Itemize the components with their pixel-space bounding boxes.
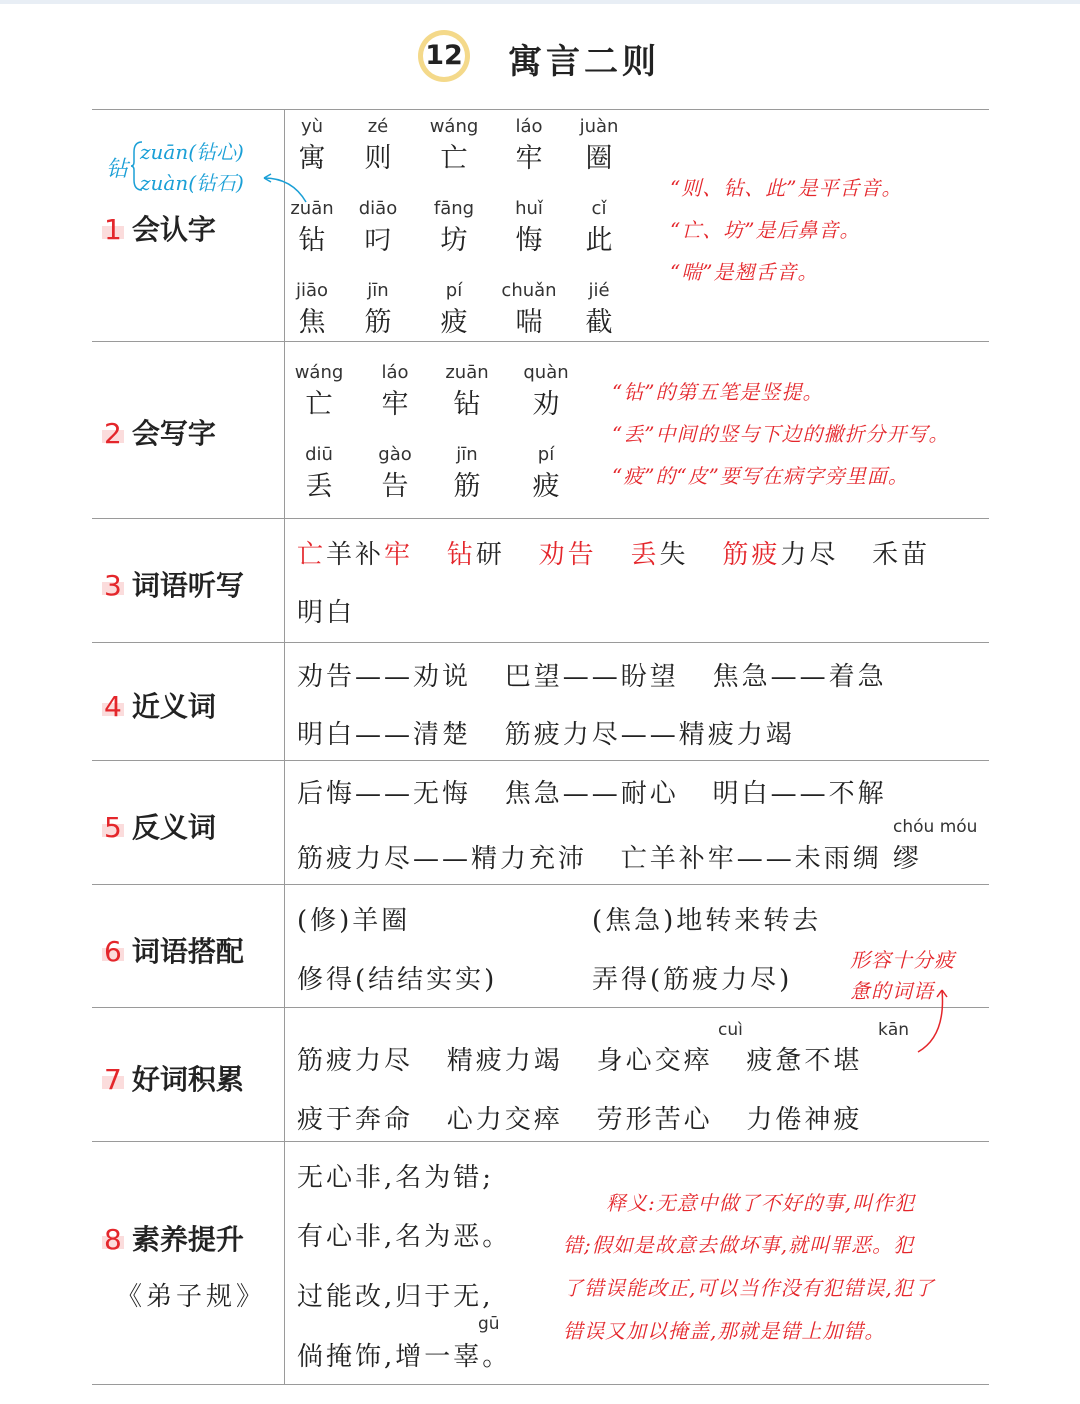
good-words-line-1: 筋疲力尽 精疲力竭 身心交瘁 疲惫不堪 [297,1046,863,1076]
quote-line-4: 倘掩饰,增一辜。 [297,1342,512,1372]
write-character: 劝 [532,389,560,420]
explanation-line-2: 错;假如是故意去做坏事,就叫罪恶。犯 [563,1233,915,1257]
write-pinyin: quàn [523,362,569,383]
polyphone-char: 钻 [106,157,129,182]
recognize-pinyin: zé [367,116,389,137]
synonyms-line-2: 明白——清楚 筋疲力尽——精疲力竭 [297,720,795,750]
recognize-pinyin: wáng [429,116,479,137]
recognize-pinyin: huǐ [515,198,543,219]
write-character: 疲 [532,471,560,502]
section-label-5: 5 反义词 [104,811,216,844]
write-pinyin: pí [537,444,555,465]
recognize-character: 圈 [585,143,613,174]
collocation-d: 弄得(筋疲力尽) [592,965,793,995]
good-words-pinyin-cui: cuì [718,1020,743,1040]
recognize-character: 悔 [515,225,543,256]
recognize-character: 则 [364,143,392,174]
write-pinyin: diū [305,444,333,465]
lesson-number-badge [418,30,470,82]
recognize-character: 疲 [440,307,468,338]
recognize-note-2: “亡、坊”是后鼻音。 [670,218,861,242]
good-words-line-2: 疲于奔命 心力交瘁 劳形苦心 力倦神疲 [297,1105,863,1135]
recognize-character: 坊 [440,225,468,256]
polyphone-reading-1: zuān(钻心) [140,140,244,164]
row-divider [92,1141,989,1142]
top-bar [0,0,1080,4]
recognize-pinyin: chuǎn [501,280,557,301]
write-character: 丢 [305,471,333,502]
recognize-pinyin: diāo [358,198,398,219]
section-label-7: 7 好词积累 [104,1063,244,1096]
write-pinyin: gào [378,444,412,465]
write-note-2: “丢”中间的竖与下边的撇折分开写。 [612,422,950,446]
table-border-bottom [92,1384,989,1385]
polyphone-reading-2: zuàn(钻石) [140,171,244,195]
row-divider [92,642,989,643]
write-character: 钻 [453,389,481,420]
write-pinyin: zuān [445,362,489,383]
write-note-1: “钻”的第五笔是竖提。 [612,380,824,404]
recognize-character: 叼 [364,225,392,256]
explanation-line-1: 释义:无意中做了不好的事,叫作犯 [606,1191,916,1215]
synonyms-line-1: 劝告——劝说 巴望——盼望 焦急——着急 [297,662,887,692]
recognize-character: 亡 [440,143,468,174]
write-note-3: “疲”的“皮”要写在病字旁里面。 [612,464,909,488]
row-divider [92,760,989,761]
recognize-character: 筋 [364,307,392,338]
section-label-8: 8 素养提升 [104,1223,244,1256]
write-pinyin: wáng [294,362,344,383]
explanation-line-3: 了错误能改正,可以当作没有犯错误,犯了 [563,1276,935,1300]
write-pinyin: jīn [456,444,478,465]
write-character: 筋 [453,471,481,502]
collocation-b: (焦急)地转来转去 [592,906,822,936]
collocation-c: 修得(结结实实) [297,965,498,995]
quote-line-3: 过能改,归于无, [297,1282,494,1312]
recognize-character: 牢 [515,143,543,174]
recognize-pinyin: cǐ [591,198,607,219]
recognize-character: 截 [585,307,613,338]
dictation-line-1: 亡羊补牢 钻研 劝告 丢失 筋疲力尽 禾苗 [297,540,931,570]
recognize-note-1: “则、钻、此”是平舌音。 [670,176,903,200]
quote-line-1: 无心非,名为错; [297,1163,495,1193]
collocation-arrow [912,984,952,1056]
write-pinyin: láo [381,362,409,383]
antonyms-line-1: 后悔——无悔 焦急——耐心 明白——不解 [297,779,887,809]
collocation-note-2: 惫的词语 [850,979,934,1003]
recognize-pinyin: pí [445,280,463,301]
row-divider [92,518,989,519]
recognize-character: 此 [585,225,613,256]
antonyms-pinyin: chóu móu [893,817,978,837]
page-title: 寓言二则 [508,42,660,82]
section-8-source: 《弟子规》 [116,1282,267,1312]
write-character: 牢 [381,389,409,420]
section-label-1: 1 会认字 [104,213,216,246]
recognize-pinyin: yù [300,116,324,137]
recognize-character: 寓 [298,143,326,174]
quote-pinyin-gu: gū [478,1314,500,1334]
explanation-line-4: 错误又加以掩盖,那就是错上加错。 [563,1319,886,1343]
write-character: 亡 [305,389,333,420]
table-border-top [92,109,989,110]
recognize-pinyin: jīn [367,280,389,301]
recognize-note-3: “喘”是翘舌音。 [670,260,819,284]
recognize-pinyin: fāng [433,198,475,219]
recognize-pinyin: jiāo [295,280,329,301]
write-character: 告 [381,471,409,502]
row-divider [92,884,989,885]
collocation-note-1: 形容十分疲 [850,948,955,972]
section-label-4: 4 近义词 [104,690,216,723]
lesson-number: 12 [423,35,465,77]
row-divider [92,1007,989,1008]
row-divider [92,341,989,342]
antonyms-line-2: 筋疲力尽——精力充沛 亡羊补牢——未雨绸 缪 [297,844,923,874]
collocation-a: (修)羊圈 [297,906,411,936]
section-label-2: 2 会写字 [104,417,216,450]
quote-line-2: 有心非,名为恶。 [297,1222,512,1252]
recognize-character: 钻 [298,225,326,256]
section-label-6: 6 词语搭配 [104,935,244,968]
recognize-character: 喘 [515,307,543,338]
good-words-pinyin-kan: kān [878,1020,910,1040]
recognize-pinyin: juàn [579,116,619,137]
section-label-3: 3 词语听写 [104,569,244,602]
recognize-character: 焦 [298,307,326,338]
recognize-pinyin: jié [588,280,610,301]
recognize-pinyin: láo [515,116,543,137]
dictation-line-2: 明白 [297,598,356,628]
recognize-pinyin: zuān [290,198,334,219]
